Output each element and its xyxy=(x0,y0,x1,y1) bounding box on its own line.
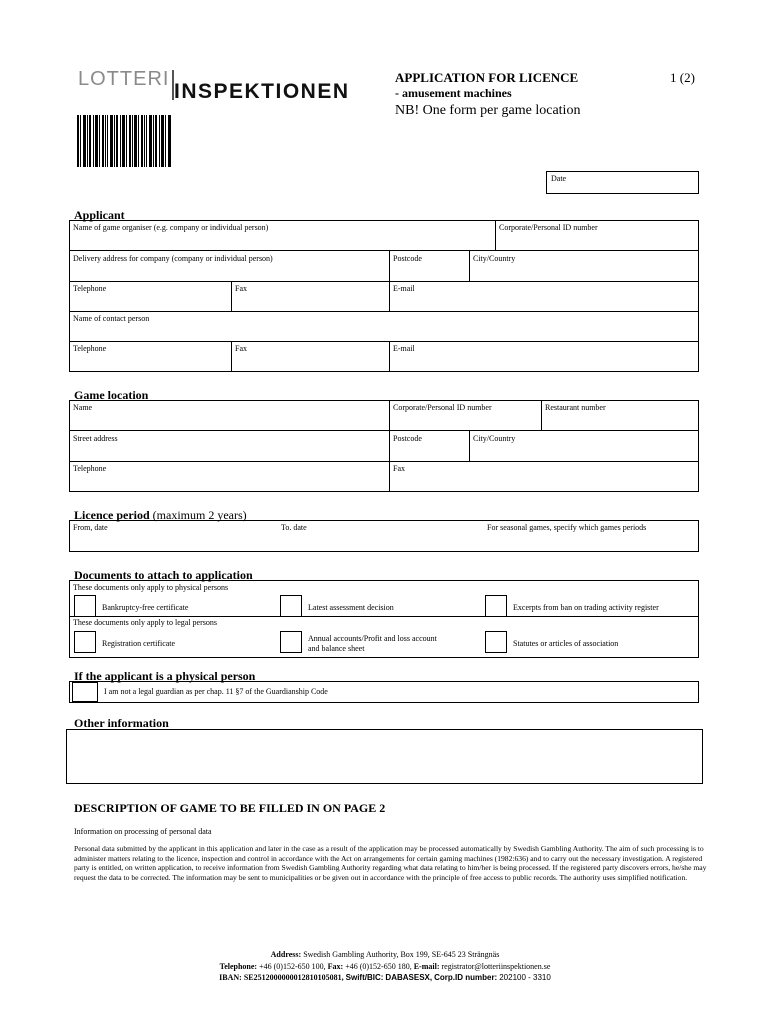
contact-person-field[interactable]: Name of contact person xyxy=(73,314,150,323)
to-date-field[interactable]: To. date xyxy=(281,523,307,532)
licence-period-title: Licence period xyxy=(74,508,150,522)
physical-person-heading: If the applicant is a physical person xyxy=(74,669,256,683)
footer-email-label: E-mail: xyxy=(413,962,440,971)
logo-bottom-text: INSPEKTIONEN xyxy=(174,80,350,103)
form-title: APPLICATION FOR LICENCE xyxy=(395,70,579,85)
footer-corp-value: 202100 - 3310 xyxy=(499,973,551,982)
footer-bank xyxy=(0,973,770,982)
applicant-heading: Applicant xyxy=(74,208,125,222)
footer-fax-label: Fax: xyxy=(327,962,344,971)
footer-tel-label: Telephone: xyxy=(219,962,258,971)
applicant-postcode-field[interactable]: Postcode xyxy=(393,254,422,263)
guardian-checkbox[interactable] xyxy=(72,682,98,702)
footer-iban-value: SE2512000000012810105081, xyxy=(243,973,344,982)
game-location-section xyxy=(69,400,699,492)
excerpts-checkbox[interactable] xyxy=(485,595,507,617)
location-corp-id-field[interactable]: Corporate/Personal ID number xyxy=(393,403,492,412)
assessment-label: Latest assessment decision xyxy=(308,603,394,612)
other-information-heading: Other information xyxy=(74,716,169,730)
documents-heading: Documents to attach to application xyxy=(74,568,253,582)
bankruptcy-label: Bankruptcy-free certificate xyxy=(102,603,189,612)
from-date-field[interactable]: From, date xyxy=(73,523,108,532)
seasonal-periods-field[interactable]: For seasonal games, specify which games periods xyxy=(487,523,647,532)
barcode-icon xyxy=(77,115,171,167)
contact-fax-field[interactable]: Fax xyxy=(235,344,247,353)
registration-checkbox[interactable] xyxy=(74,631,96,653)
delivery-address-field[interactable]: Delivery address for company (company or individual person) xyxy=(73,254,273,263)
assessment-checkbox[interactable] xyxy=(280,595,302,617)
excerpts-label: Excerpts from ban on trading activity register xyxy=(513,603,659,612)
footer-tel-value: +46 (0)152-650 100, xyxy=(259,962,326,971)
location-name-field[interactable]: Name xyxy=(73,403,93,412)
bankruptcy-checkbox[interactable] xyxy=(74,595,96,617)
applicant-telephone-field[interactable]: Telephone xyxy=(73,284,107,293)
restaurant-number-field[interactable]: Restaurant number xyxy=(545,403,606,412)
personal-data-text: Personal data submitted by the applicant in this application and later in the case as a result of the application may be processed automatically by Swedish Gambling Authority. The aim of such processing is to administer matters relating to the licence, inspection and control in accordance with the Act on arrangements for certain gaming machines (1982:636) and to carry out the necessary investigation. A registered party is entitled, on written application, to receive information from Swedish Gambling Authority regarding what data relating to him/her is being processed. If the registered party discovers errors, he/she may request the data to be corrected. The information may be sent to municipalities or be given out in accordance with the principle of free access to public records. The authority uses simplified notification. xyxy=(74,844,707,882)
registration-label: Registration certificate xyxy=(102,639,176,648)
location-city-field[interactable]: City/Country xyxy=(473,434,516,443)
personal-data-heading: Information on processing of personal data xyxy=(74,827,212,836)
contact-email-field[interactable]: E-mail xyxy=(393,344,415,353)
page-number: 1 (2) xyxy=(670,70,695,85)
statutes-label: Statutes or articles of association xyxy=(513,639,619,648)
legal-persons-note: These documents only apply to legal persons xyxy=(73,618,217,627)
physical-persons-note: These documents only apply to physical persons xyxy=(73,583,229,592)
guardian-label: I am not a legal guardian as per chap. 11 §7 of the Guardianship Code xyxy=(104,687,328,696)
location-telephone-field[interactable]: Telephone xyxy=(73,464,107,473)
form-subtitle: - amusement machines xyxy=(395,86,512,100)
date-label: Date xyxy=(551,174,567,183)
applicant-section xyxy=(69,220,699,372)
footer-swift-label: Swift/BIC: xyxy=(345,973,384,982)
form-note: NB! One form per game location xyxy=(395,103,581,118)
licence-period-note: (maximum 2 years) xyxy=(152,508,247,522)
applicant-city-field[interactable]: City/Country xyxy=(473,254,516,263)
footer-address-value: Swedish Gambling Authority, Box 199, SE-645 23 Strängnäs xyxy=(303,950,500,959)
location-fax-field[interactable]: Fax xyxy=(393,464,405,473)
logo-top-text: LOTTERI xyxy=(78,68,170,90)
description-heading: DESCRIPTION OF GAME TO BE FILLED IN ON PAGE 2 xyxy=(74,801,386,815)
accounts-label-line2: and balance sheet xyxy=(308,644,365,653)
applicant-fax-field[interactable]: Fax xyxy=(235,284,247,293)
other-information-field[interactable] xyxy=(66,729,703,784)
footer-email-value: registrator@lotteriinspektionen.se xyxy=(441,962,551,971)
footer-contact xyxy=(0,962,770,971)
date-field[interactable] xyxy=(546,171,699,194)
applicant-corp-id-field[interactable]: Corporate/Personal ID number xyxy=(499,223,598,232)
location-postcode-field[interactable]: Postcode xyxy=(393,434,422,443)
game-location-heading: Game location xyxy=(74,388,149,402)
statutes-checkbox[interactable] xyxy=(485,631,507,653)
footer-address xyxy=(0,950,770,959)
street-address-field[interactable]: Street address xyxy=(73,434,118,443)
accounts-label-line1: Annual accounts/Profit and loss account xyxy=(308,634,437,643)
contact-telephone-field[interactable]: Telephone xyxy=(73,344,107,353)
footer-fax-value: +46 (0)152-650 180, xyxy=(345,962,412,971)
footer-swift-value: DABASESX, xyxy=(385,973,433,982)
footer-address-label: Address: xyxy=(270,950,302,959)
footer-iban-label: IBAN: xyxy=(219,973,242,982)
applicant-email-field[interactable]: E-mail xyxy=(393,284,415,293)
footer-corp-label: Corp.ID number: xyxy=(434,973,498,982)
accounts-checkbox[interactable] xyxy=(280,631,302,653)
organiser-name-field[interactable]: Name of game organiser (e.g. company or individual person) xyxy=(73,223,269,232)
